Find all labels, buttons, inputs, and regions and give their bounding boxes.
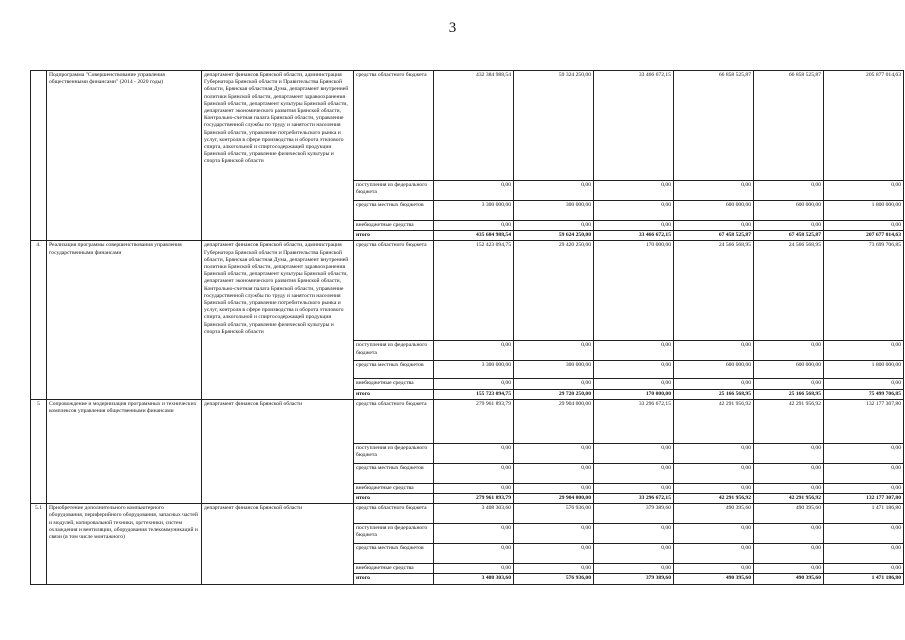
amount-cell: 0,00 [514,341,594,361]
funding-source: средства местных бюджетов [354,201,434,221]
funding-source: внебюджетные средства [354,483,434,493]
amount-cell: 1 471 186,80 [824,504,904,524]
amount-cell: 207 677 014,63 [824,231,904,241]
amount-cell: 0,00 [824,181,904,201]
amount-cell: 0,00 [824,379,904,389]
amount-cell: 0,00 [824,544,904,564]
funding-source: итого [354,389,434,399]
amount-cell: 0,00 [594,201,674,221]
amount-cell: 75 499 706,85 [824,389,904,399]
funding-source: поступления из федерального бюджета [354,443,434,463]
amount-cell: 600 000,00 [674,361,754,379]
funding-source: внебюджетные средства [354,221,434,231]
amount-cell: 29 904 000,00 [514,399,594,443]
amount-cell: 155 723 094,75 [434,389,514,399]
table-row [31,504,904,524]
amount-cell: 0,00 [514,564,594,574]
amount-cell: 29 720 250,00 [514,389,594,399]
amount-cell: 0,00 [754,483,824,493]
amount-cell: 0,00 [594,463,674,483]
measure-name: Сопровождение и модернизация программных и технических комплексов управления общественными финансами [47,399,202,503]
amount-cell: 0,00 [514,221,594,231]
amount-cell: 0,00 [754,443,824,463]
amount-cell: 0,00 [754,524,824,544]
amount-cell: 0,00 [514,524,594,544]
amount-cell: 24 566 568,95 [754,241,824,341]
amount-cell: 0,00 [514,443,594,463]
amount-cell: 490 395,60 [674,574,754,584]
amount-cell: 435 684 988,54 [434,231,514,241]
amount-cell: 42 291 956,92 [754,399,824,443]
amount-cell: 0,00 [674,221,754,231]
amount-cell: 42 291 956,92 [754,494,824,504]
amount-cell: 3 408 303,60 [434,574,514,584]
amount-cell: 576 936,00 [514,574,594,584]
measure-name: Подпрограмма "Совершенствование управления общественными финансами" (2014 - 2020 годы) [47,71,202,241]
amount-cell: 0,00 [434,379,514,389]
amount-cell: 59 624 250,00 [514,231,594,241]
amount-cell: 0,00 [674,181,754,201]
amount-cell: 0,00 [674,564,754,574]
amount-cell: 1 800 000,00 [824,201,904,221]
budget-table [30,70,904,585]
amount-cell: 600 000,00 [674,201,754,221]
amount-cell: 0,00 [594,221,674,231]
amount-cell: 0,00 [754,221,824,231]
amount-cell: 3 300 000,00 [434,201,514,221]
amount-cell: 0,00 [594,544,674,564]
amount-cell: 25 166 568,95 [674,389,754,399]
amount-cell: 0,00 [674,544,754,564]
amount-cell: 379 389,60 [594,504,674,524]
amount-cell: 0,00 [514,181,594,201]
amount-cell: 600 000,00 [754,201,824,221]
funding-source: средства областного бюджета [354,71,434,181]
funding-source: итого [354,494,434,504]
amount-cell: 0,00 [594,341,674,361]
page-number: 3 [448,20,457,36]
amount-cell: 0,00 [594,483,674,493]
row-index: 4. [31,241,47,399]
amount-cell: 490 395,60 [754,504,824,524]
executor-cell: департамент финансов Брянской области [202,399,354,503]
amount-cell: 33 296 672,15 [594,494,674,504]
funding-source: поступления из федерального бюджета [354,341,434,361]
amount-cell: 0,00 [434,341,514,361]
amount-cell: 279 961 893,79 [434,494,514,504]
measure-name: Реализация программы совершенствования управления государственными финансами [47,241,202,399]
amount-cell: 576 936,00 [514,504,594,524]
amount-cell: 29 904 000,00 [514,494,594,504]
amount-cell: 0,00 [824,443,904,463]
amount-cell: 42 291 956,92 [674,494,754,504]
table-row [31,399,904,443]
amount-cell: 25 166 568,95 [754,389,824,399]
amount-cell: 0,00 [674,524,754,544]
amount-cell: 67 458 525,87 [674,231,754,241]
amount-cell: 0,00 [514,483,594,493]
amount-cell: 24 566 568,95 [674,241,754,341]
amount-cell: 0,00 [594,361,674,379]
funding-source: средства областного бюджета [354,399,434,443]
amount-cell: 0,00 [594,443,674,463]
funding-source: средства областного бюджета [354,504,434,524]
amount-cell: 42 291 956,92 [674,399,754,443]
amount-cell: 0,00 [674,443,754,463]
amount-cell: 490 395,60 [674,504,754,524]
funding-source: поступления из федерального бюджета [354,524,434,544]
amount-cell: 0,00 [434,564,514,574]
table-row [31,241,904,341]
amount-cell: 170 000,00 [594,389,674,399]
amount-cell: 3 300 000,00 [434,361,514,379]
amount-cell: 0,00 [754,564,824,574]
funding-source: средства местных бюджетов [354,463,434,483]
row-index: 5 [31,399,47,503]
amount-cell: 170 000,00 [594,241,674,341]
funding-source: итого [354,574,434,584]
amount-cell: 73 699 706,85 [824,241,904,341]
amount-cell: 0,00 [824,463,904,483]
measure-name: Приобретение дополнительного компьютерного оборудования, периферийного оборудования, запасных частей и модулей, копировальной техники, оргтехники, систем охлаждения и вентиляции, оборудования телекоммуникаций и связи (в том числе монтажного) [47,504,202,584]
amount-cell: 279 961 893,79 [434,399,514,443]
amount-cell: 0,00 [594,524,674,544]
amount-cell: 300 000,00 [514,361,594,379]
funding-source: итого [354,231,434,241]
amount-cell: 0,00 [434,483,514,493]
amount-cell: 66 858 525,87 [674,71,754,181]
amount-cell: 0,00 [824,221,904,231]
amount-cell: 0,00 [434,463,514,483]
executor-cell: департамент финансов Брянской области, администрация Губернатора Брянской области и Правительства Брянской области, Брянская областная Дума, департамент внутренней политики Брянской области, департамент здравоохранения Брянской области, департамент культуры Брянской области, департамент экономического развития Брянской области, Контрольно-счетная палата Брянской области, управление государственной службы по труду и занятости населения Брянской области, управление потребительского рынка и услуг, контроля в сфере производства и оборота этилового спирта, алкогольной и спиртосодержащей продукции Брянской области, управление физической культуры и спорта Брянской области [202,71,354,241]
amount-cell: 152 423 094,75 [434,241,514,341]
amount-cell: 0,00 [754,181,824,201]
amount-cell: 0,00 [434,221,514,231]
executor-cell: департамент финансов Брянской области, администрация Губернатора Брянской области и Правительства Брянской области, Брянская областная Дума, департамент внутренней политики Брянской области, департамент здравоохранения Брянской области, департамент культуры Брянской области, департамент экономического развития Брянской области, Контрольно-счетная палата Брянской области, управление государственной службы по труду и занятости населения Брянской области, управление потребительского рынка и услуг, контроля в сфере производства и оборота этилового спирта, алкогольной и спиртосодержащей продукции Брянской области, управление физической культуры и спорта Брянской области [202,241,354,399]
amount-cell: 0,00 [754,379,824,389]
amount-cell: 3 408 303,60 [434,504,514,524]
amount-cell: 0,00 [824,524,904,544]
amount-cell: 59 324 250,00 [514,71,594,181]
amount-cell: 1 800 000,00 [824,361,904,379]
amount-cell: 0,00 [824,483,904,493]
amount-cell: 0,00 [514,379,594,389]
funding-source: внебюджетные средства [354,564,434,574]
amount-cell: 0,00 [674,341,754,361]
funding-source: средства областного бюджета [354,241,434,341]
funding-source: поступления из федерального бюджета [354,181,434,201]
amount-cell: 33 466 672,15 [594,231,674,241]
amount-cell: 33 466 672,15 [594,71,674,181]
amount-cell: 0,00 [824,564,904,574]
amount-cell: 0,00 [674,483,754,493]
amount-cell: 0,00 [594,379,674,389]
amount-cell: 0,00 [434,524,514,544]
funding-source: средства местных бюджетов [354,544,434,564]
amount-cell: 66 858 525,87 [754,71,824,181]
amount-cell: 432 384 988,54 [434,71,514,181]
amount-cell: 132 177 307,80 [824,494,904,504]
amount-cell: 0,00 [754,544,824,564]
amount-cell: 132 177 307,80 [824,399,904,443]
amount-cell: 0,00 [434,544,514,564]
amount-cell: 0,00 [514,463,594,483]
amount-cell: 0,00 [824,341,904,361]
amount-cell: 1 471 186,80 [824,574,904,584]
amount-cell: 300 000,00 [514,201,594,221]
amount-cell: 0,00 [754,341,824,361]
amount-cell: 0,00 [674,379,754,389]
amount-cell: 0,00 [674,463,754,483]
amount-cell: 0,00 [434,443,514,463]
amount-cell: 33 296 672,15 [594,399,674,443]
amount-cell: 490 395,60 [754,574,824,584]
funding-source: внебюджетные средства [354,379,434,389]
funding-source: средства местных бюджетов [354,361,434,379]
amount-cell: 67 458 525,87 [754,231,824,241]
amount-cell: 0,00 [594,564,674,574]
amount-cell: 0,00 [594,181,674,201]
table-row [31,71,904,181]
amount-cell: 0,00 [514,544,594,564]
amount-cell: 205 877 014,63 [824,71,904,181]
row-index: 5.1 [31,504,47,584]
amount-cell: 0,00 [754,463,824,483]
executor-cell: департамент финансов Брянской области [202,504,354,584]
row-index [31,71,47,241]
amount-cell: 600 000,00 [754,361,824,379]
amount-cell: 29 420 250,00 [514,241,594,341]
amount-cell: 379 389,60 [594,574,674,584]
amount-cell: 0,00 [434,181,514,201]
